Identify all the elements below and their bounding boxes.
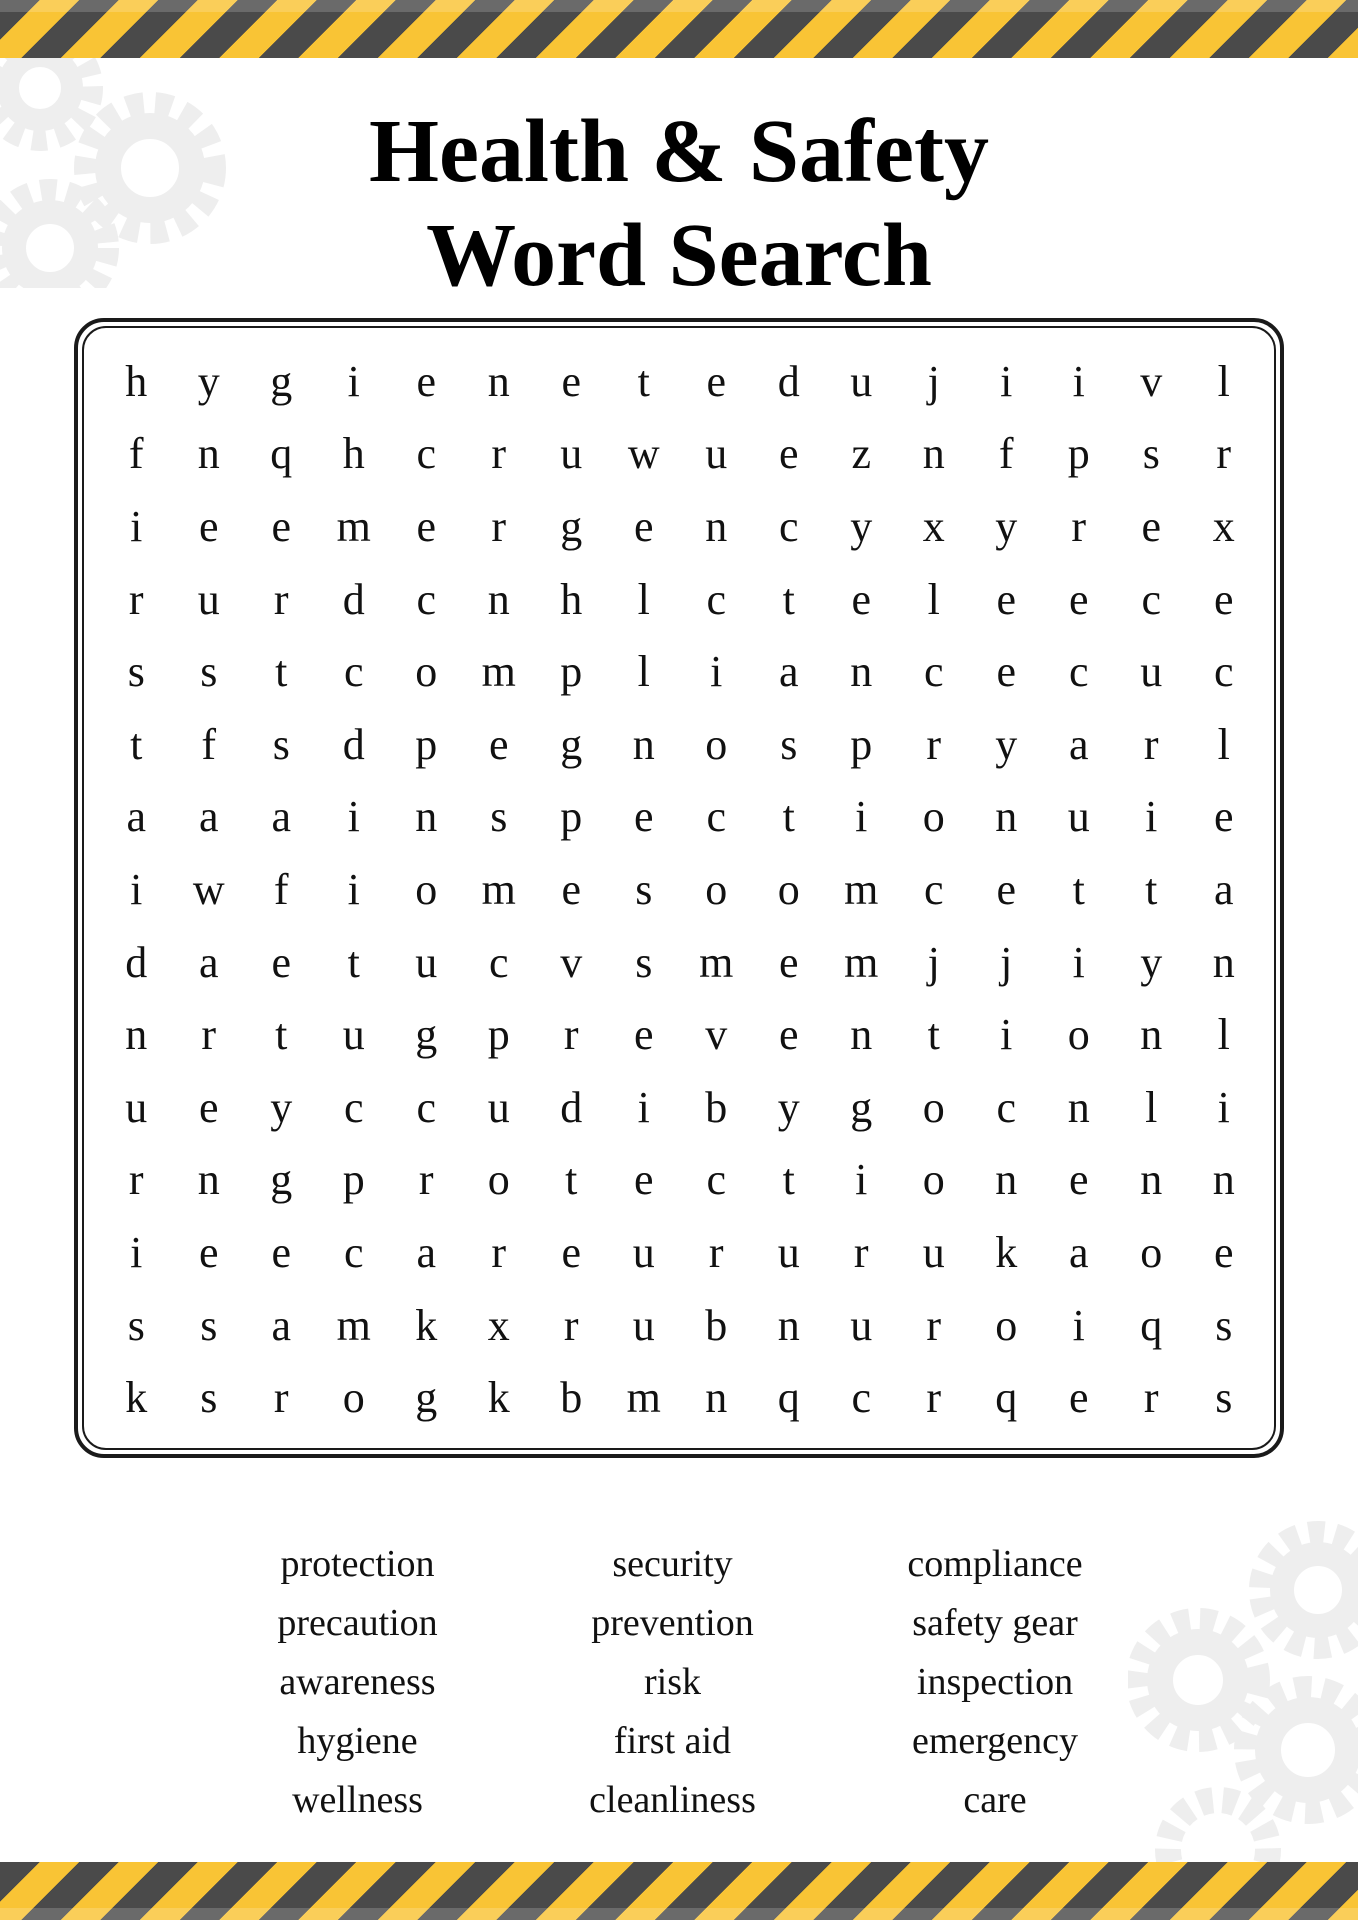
word-item: risk (644, 1661, 701, 1703)
grid-letter: u (1067, 792, 1090, 842)
word-item: cleanliness (589, 1779, 756, 1821)
grid-letter: f (998, 429, 1014, 479)
grid-letter: n (1212, 937, 1235, 987)
word-item: safety gear (912, 1602, 1078, 1644)
grid-letter: e (633, 501, 654, 551)
word-list (200, 1535, 1160, 1835)
grid-letter: y (850, 501, 873, 551)
grid-letter: k (125, 1373, 148, 1423)
grid-letter: j (927, 356, 940, 406)
grid-letter: e (271, 501, 292, 551)
grid-letter: r (128, 1155, 144, 1205)
grid-letter: y (777, 1082, 800, 1132)
grid-letter: g (560, 501, 583, 551)
grid-letter: t (347, 937, 360, 987)
grid-letter: n (197, 429, 220, 479)
grid-letter: t (782, 792, 795, 842)
grid-letter: s (635, 864, 653, 914)
grid-letter: u (197, 574, 220, 624)
grid-letter: u (922, 1227, 945, 1277)
grid-letter: v (1140, 356, 1163, 406)
grid-letter: i (1072, 356, 1085, 406)
grid-letter: s (780, 719, 798, 769)
grid-letter: e (633, 792, 654, 842)
grid-letter: s (635, 937, 653, 987)
page-title (0, 100, 1358, 290)
grid-letter: s (127, 647, 145, 697)
grid-letter: u (560, 429, 583, 479)
grid-letter: a (1213, 864, 1234, 914)
grid-letter: c (923, 864, 944, 914)
word-item: prevention (591, 1602, 754, 1644)
grid-letter: c (416, 429, 437, 479)
grid-letter: s (490, 792, 508, 842)
grid-letter: e (996, 647, 1017, 697)
grid-letter: l (1217, 719, 1230, 769)
grid-letter: n (705, 501, 728, 551)
grid-letter: u (850, 356, 873, 406)
grid-letter: e (271, 1227, 292, 1277)
word-item: compliance (907, 1543, 1083, 1585)
gear-icon (1128, 1520, 1358, 1862)
grid-letter: p (342, 1155, 365, 1205)
top-hazard-stripe (0, 0, 1358, 58)
grid-letter: u (415, 937, 438, 987)
grid-letter: e (561, 1227, 582, 1277)
grid-letter: r (926, 719, 942, 769)
grid-letter: c (778, 501, 799, 551)
grid-letter: n (777, 1300, 800, 1350)
grid-letter: o (415, 647, 438, 697)
grid-letter: u (125, 1082, 148, 1132)
grid-letter: m (336, 1300, 371, 1350)
grid-letter: o (995, 1300, 1018, 1350)
grid-letter: r (491, 429, 507, 479)
grid-letter: c (996, 1082, 1017, 1132)
grid-letter: r (708, 1227, 724, 1277)
grid-letter: o (1140, 1227, 1163, 1277)
grid-letter: m (699, 937, 734, 987)
grid-letter: r (491, 501, 507, 551)
grid-letter: e (1213, 792, 1234, 842)
grid-letter: i (1072, 937, 1085, 987)
grid-letter: o (922, 792, 945, 842)
grid-letter: o (922, 1082, 945, 1132)
grid-letter: e (1068, 574, 1089, 624)
grid-letter: r (1071, 501, 1087, 551)
grid-letter: f (273, 864, 289, 914)
grid-letter: n (487, 356, 510, 406)
grid-letter: a (1068, 1227, 1089, 1277)
grid-letter: r (201, 1010, 217, 1060)
grid-letter: p (560, 647, 583, 697)
grid-letter: i (710, 647, 723, 697)
grid-letter: j (1000, 937, 1013, 987)
word-column (515, 1535, 830, 1835)
grid-letter: d (777, 356, 800, 406)
grid-letter: i (130, 1227, 143, 1277)
grid-letter: o (705, 864, 728, 914)
grid-letter: e (488, 719, 509, 769)
grid-letter: a (126, 792, 147, 842)
grid-letter: g (415, 1010, 438, 1060)
grid-letter: n (487, 574, 510, 624)
grid-letter: n (1140, 1155, 1163, 1205)
grid-letter: e (198, 1082, 219, 1132)
grid-letter: n (995, 792, 1018, 842)
grid-letter: i (347, 792, 360, 842)
grid-letter: s (1215, 1373, 1233, 1423)
grid-letter: l (1145, 1082, 1158, 1132)
grid-letter: c (343, 647, 364, 697)
grid-letter: d (342, 719, 365, 769)
grid-letter: w (627, 429, 660, 479)
grid-letter: r (273, 574, 289, 624)
grid-letter: t (782, 574, 795, 624)
grid-letter: r (273, 1373, 289, 1423)
page-title-line-1: Health & Safety (369, 102, 989, 201)
word-column (830, 1535, 1160, 1835)
grid-letter: p (415, 719, 438, 769)
grid-letter: u (632, 1227, 655, 1277)
grid-letter: u (850, 1300, 873, 1350)
grid-letter: u (632, 1300, 655, 1350)
grid-letter: o (342, 1373, 365, 1423)
grid-letter: n (125, 1010, 148, 1060)
grid-letter: i (130, 864, 143, 914)
grid-letter: l (637, 574, 650, 624)
grid-letter: i (637, 1082, 650, 1132)
letter-grid (100, 345, 1260, 1435)
grid-letter: e (271, 937, 292, 987)
grid-letter: m (481, 647, 516, 697)
grid-letter: u (705, 429, 728, 479)
grid-letter: s (272, 719, 290, 769)
grid-letter: a (198, 792, 219, 842)
grid-letter: e (1068, 1155, 1089, 1205)
grid-letter: e (778, 429, 799, 479)
grid-letter: a (416, 1227, 437, 1277)
word-item: inspection (916, 1661, 1074, 1703)
grid-letter: y (995, 501, 1018, 551)
grid-letter: l (927, 574, 940, 624)
grid-letter: c (488, 937, 509, 987)
grid-letter: t (275, 1010, 288, 1060)
grid-letter: e (706, 356, 727, 406)
grid-letter: p (560, 792, 583, 842)
grid-letter: m (626, 1373, 661, 1423)
grid-letter: a (271, 1300, 292, 1350)
grid-letter: s (1215, 1300, 1233, 1350)
grid-letter: y (995, 719, 1018, 769)
grid-letter: n (922, 429, 945, 479)
grid-letter: r (1143, 719, 1159, 769)
grid-letter: x (1212, 501, 1235, 551)
grid-letter: k (415, 1300, 438, 1350)
grid-letter: e (198, 1227, 219, 1277)
grid-letter: e (1141, 501, 1162, 551)
grid-letter: o (1067, 1010, 1090, 1060)
grid-letter: e (778, 937, 799, 987)
grid-letter: e (561, 356, 582, 406)
grid-letter: w (192, 864, 225, 914)
grid-letter: c (851, 1373, 872, 1423)
grid-letter: r (128, 574, 144, 624)
grid-letter: f (128, 429, 144, 479)
grid-letter: x (922, 501, 945, 551)
grid-letter: p (487, 1010, 510, 1060)
grid-letter: g (270, 1155, 293, 1205)
grid-letter: a (271, 792, 292, 842)
grid-letter: n (995, 1155, 1018, 1205)
grid-letter: i (1000, 1010, 1013, 1060)
grid-letter: c (706, 574, 727, 624)
grid-letter: t (637, 356, 650, 406)
grid-letter: m (481, 864, 516, 914)
grid-letter: r (1143, 1373, 1159, 1423)
grid-letter: o (777, 864, 800, 914)
grid-letter: o (922, 1155, 945, 1205)
grid-letter: e (198, 501, 219, 551)
grid-letter: q (777, 1373, 800, 1423)
word-item: care (963, 1779, 1027, 1821)
grid-letter: e (561, 864, 582, 914)
grid-letter: n (197, 1155, 220, 1205)
grid-letter: s (200, 1300, 218, 1350)
grid-letter: n (1212, 1155, 1235, 1205)
grid-letter: q (1140, 1300, 1163, 1350)
grid-letter: x (487, 1300, 510, 1350)
grid-letter: n (850, 1010, 873, 1060)
grid-letter: e (996, 864, 1017, 914)
grid-letter: t (275, 647, 288, 697)
grid-letter: n (705, 1373, 728, 1423)
word-item: emergency (912, 1720, 1078, 1762)
grid-letter: u (487, 1082, 510, 1132)
grid-letter: m (844, 937, 879, 987)
word-item: wellness (292, 1779, 423, 1821)
grid-letter: l (1217, 356, 1230, 406)
bottom-hazard-stripe (0, 1862, 1358, 1920)
grid-letter: p (1067, 429, 1090, 479)
word-item: security (612, 1543, 733, 1585)
grid-letter: d (560, 1082, 583, 1132)
grid-letter: c (1213, 647, 1234, 697)
grid-letter: c (343, 1227, 364, 1277)
grid-letter: r (1216, 429, 1232, 479)
grid-letter: c (343, 1082, 364, 1132)
grid-letter: o (487, 1155, 510, 1205)
grid-letter: o (705, 719, 728, 769)
grid-letter: i (1072, 1300, 1085, 1350)
grid-letter: l (637, 647, 650, 697)
grid-letter: s (127, 1300, 145, 1350)
grid-letter: t (927, 1010, 940, 1060)
grid-letter: d (125, 937, 148, 987)
grid-letter: s (200, 1373, 218, 1423)
grid-letter: u (1140, 647, 1163, 697)
grid-letter: m (844, 864, 879, 914)
grid-letter: r (926, 1300, 942, 1350)
grid-letter: j (927, 937, 940, 987)
grid-letter: i (1217, 1082, 1230, 1132)
grid-letter: c (706, 792, 727, 842)
grid-letter: i (347, 864, 360, 914)
grid-letter: o (415, 864, 438, 914)
grid-letter: a (778, 647, 799, 697)
grid-letter: i (855, 1155, 868, 1205)
word-item: protection (280, 1543, 435, 1585)
grid-letter: e (851, 574, 872, 624)
grid-letter: c (416, 1082, 437, 1132)
word-item: awareness (279, 1661, 436, 1703)
grid-letter: h (560, 574, 583, 624)
grid-letter: u (342, 1010, 365, 1060)
grid-letter: e (778, 1010, 799, 1060)
grid-letter: v (560, 937, 583, 987)
grid-letter: c (923, 647, 944, 697)
grid-letter: r (926, 1373, 942, 1423)
grid-letter: u (777, 1227, 800, 1277)
grid-letter: t (1072, 864, 1085, 914)
grid-letter: e (1068, 1373, 1089, 1423)
grid-letter: s (200, 647, 218, 697)
grid-letter: y (270, 1082, 293, 1132)
grid-letter: r (563, 1300, 579, 1350)
grid-letter: t (1145, 864, 1158, 914)
grid-letter: i (347, 356, 360, 406)
grid-letter: z (851, 429, 872, 479)
grid-letter: c (1141, 574, 1162, 624)
grid-letter: a (198, 937, 219, 987)
grid-letter: l (1217, 1010, 1230, 1060)
grid-letter: n (1067, 1082, 1090, 1132)
grid-letter: e (996, 574, 1017, 624)
grid-letter: y (197, 356, 220, 406)
grid-letter: q (995, 1373, 1018, 1423)
grid-letter: t (130, 719, 143, 769)
grid-letter: c (416, 574, 437, 624)
grid-letter: c (706, 1155, 727, 1205)
grid-letter: e (633, 1155, 654, 1205)
word-item: hygiene (297, 1720, 418, 1762)
grid-letter: e (1213, 1227, 1234, 1277)
grid-letter: i (1145, 792, 1158, 842)
word-item: precaution (277, 1602, 438, 1644)
grid-letter: g (415, 1373, 438, 1423)
page-title-line-2: Word Search (426, 206, 932, 290)
grid-letter: t (565, 1155, 578, 1205)
grid-letter: n (632, 719, 655, 769)
grid-letter: e (416, 356, 437, 406)
word-item: first aid (613, 1720, 732, 1762)
grid-letter: m (336, 501, 371, 551)
grid-letter: r (491, 1227, 507, 1277)
grid-letter: b (560, 1373, 583, 1423)
grid-letter: r (418, 1155, 434, 1205)
grid-letter: g (560, 719, 583, 769)
grid-letter: n (850, 647, 873, 697)
grid-letter: h (125, 356, 148, 406)
word-column (200, 1535, 515, 1835)
grid-letter: p (850, 719, 873, 769)
grid-letter: i (130, 501, 143, 551)
grid-letter: d (342, 574, 365, 624)
grid-letter: s (1142, 429, 1160, 479)
grid-letter: y (1140, 937, 1163, 987)
grid-letter: b (705, 1082, 728, 1132)
grid-letter: k (487, 1373, 510, 1423)
grid-letter: e (1213, 574, 1234, 624)
grid-letter: b (705, 1300, 728, 1350)
grid-letter: g (270, 356, 293, 406)
grid-letter: c (1068, 647, 1089, 697)
grid-letter: q (270, 429, 293, 479)
grid-letter: i (1000, 356, 1013, 406)
grid-letter: t (782, 1155, 795, 1205)
grid-letter: a (1068, 719, 1089, 769)
grid-letter: e (633, 1010, 654, 1060)
grid-letter: f (201, 719, 217, 769)
grid-letter: v (705, 1010, 728, 1060)
grid-letter: g (850, 1082, 873, 1132)
title-container (0, 100, 1358, 290)
grid-letter: r (563, 1010, 579, 1060)
grid-letter: k (995, 1227, 1018, 1277)
grid-letter: h (342, 429, 365, 479)
grid-letter: n (1140, 1010, 1163, 1060)
grid-letter: n (415, 792, 438, 842)
grid-letter: e (416, 501, 437, 551)
grid-letter: i (855, 792, 868, 842)
grid-letter: r (853, 1227, 869, 1277)
